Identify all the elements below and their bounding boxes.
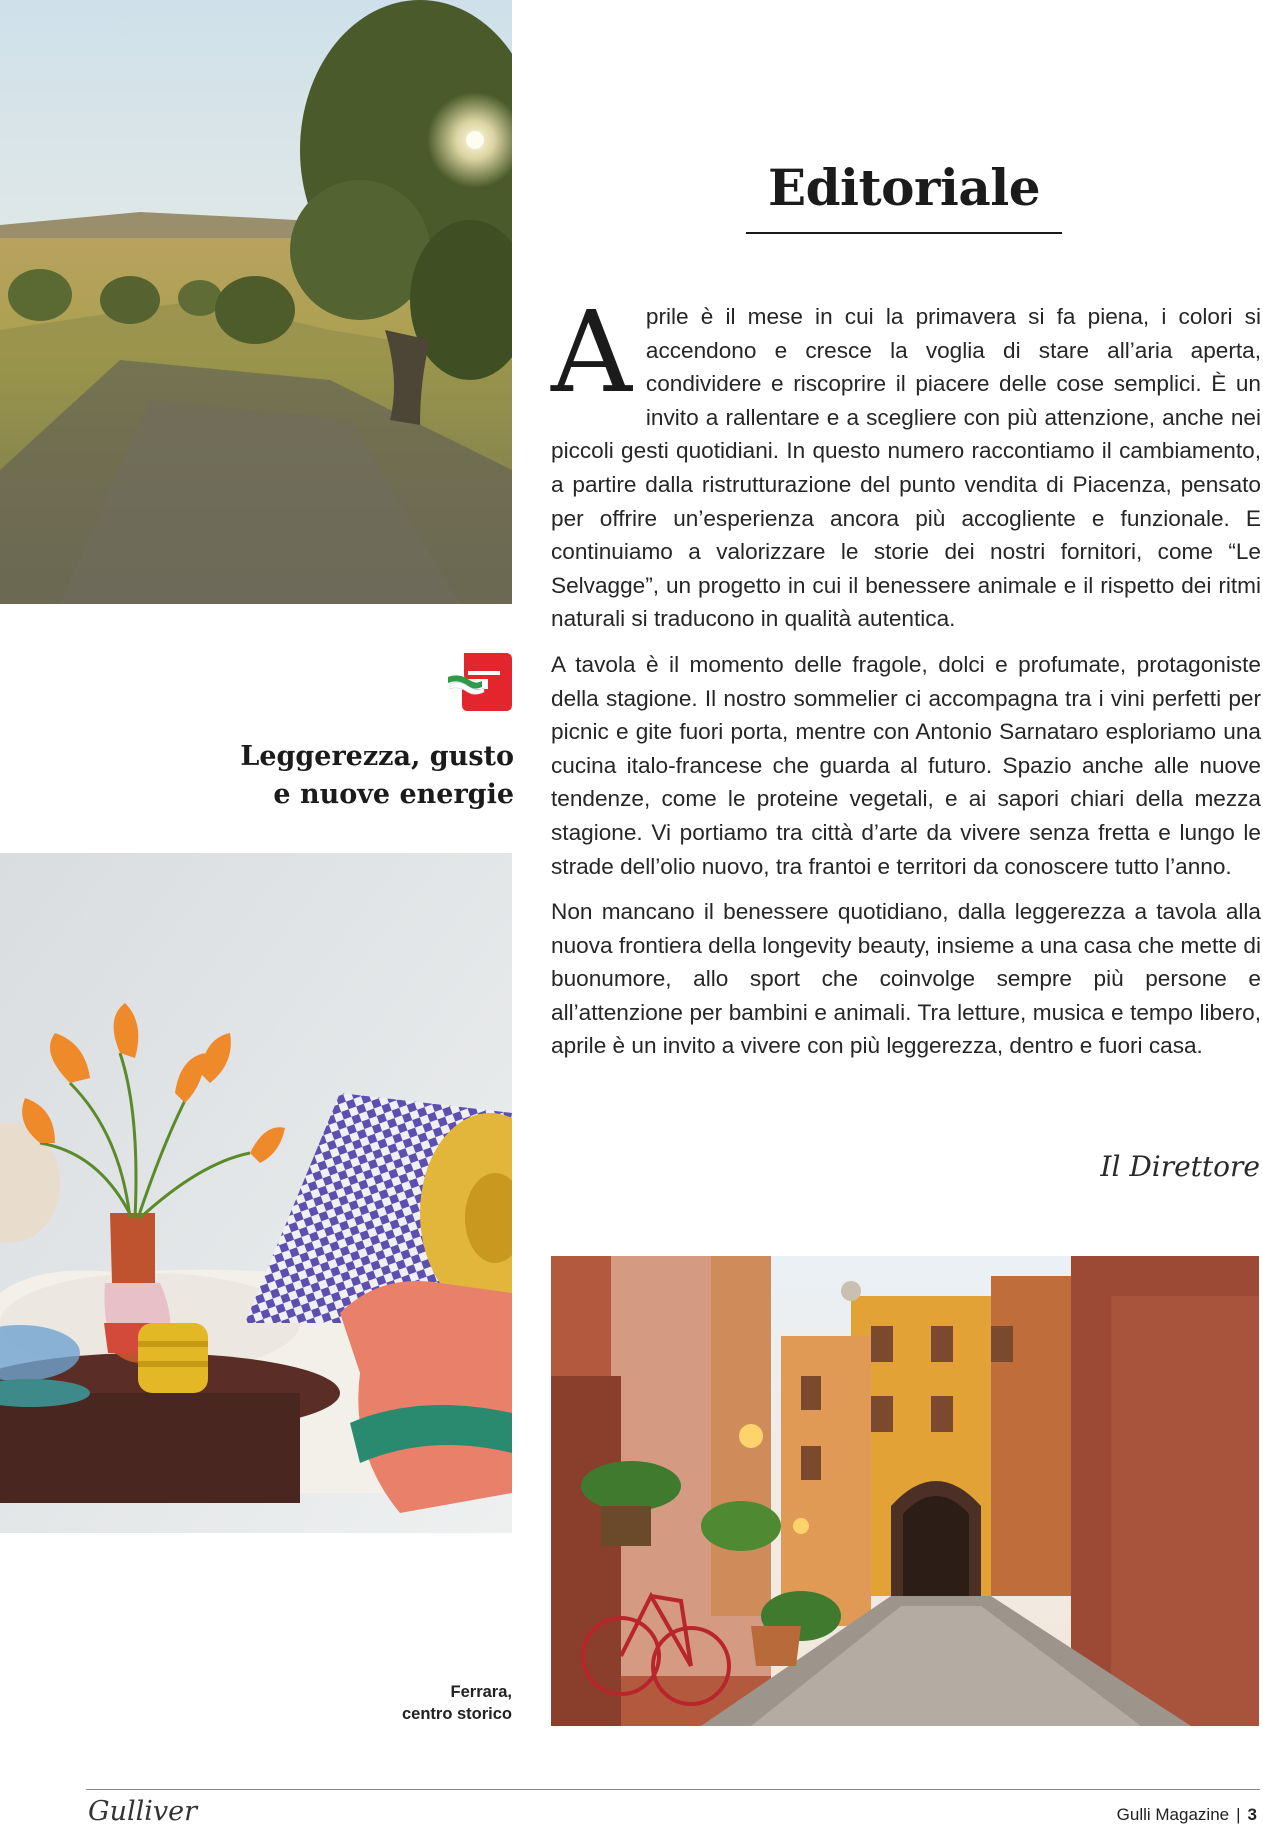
signature: Il Direttore bbox=[1100, 1150, 1260, 1183]
page-title: Editoriale bbox=[767, 158, 1041, 217]
interior-photo bbox=[0, 853, 512, 1533]
footer-divider bbox=[86, 1789, 1260, 1790]
tagline-line-2: e nuove energie bbox=[273, 779, 514, 810]
caption-line-1: Ferrara, bbox=[450, 1683, 512, 1701]
editorial-body bbox=[551, 288, 1261, 1075]
paragraph-2: A tavola è il momento delle fragole, dolci e profumate, protagoniste della stagione. Il nostro sommelier ci accompagna tra i vini perfetti per picnic e gite fuori porta, mentre con Antonio Sarnataro esploriamo una cucina italo-francese che guarda al futuro. Spazio anche alle nuove tendenze, come le proteine vegetali, e ai sapori chiari della mezza stagione. Vi portiamo tra città d’arte da vivere senza fretta e lungo le strade dell’olio nuovo, tra frantoi e territori da conoscere tutto l’anno. bbox=[551, 651, 1261, 879]
photo-caption bbox=[360, 1681, 512, 1725]
magazine-name: Gulli Magazine bbox=[1116, 1805, 1230, 1824]
drop-cap: A bbox=[551, 288, 632, 418]
tagline bbox=[180, 738, 514, 814]
title-divider bbox=[746, 232, 1062, 234]
footer-separator: | bbox=[1236, 1805, 1241, 1824]
paragraph-1 bbox=[551, 288, 1261, 636]
footer-brand: Gulliver bbox=[88, 1796, 198, 1827]
paragraph-1-text: prile è il mese in cui la primavera si fa piena, i colori si accendono e cresce la voglia di stare all’aria aperta, condividere e riscoprire il piacere delle cose semplici. È un invito a rallentare e a scegliere con più attenzione, anche nei piccoli gesti quotidiani. In questo numero raccontiamo il cambiamento, a partire dalla ristrutturazione del punto vendita di Piacenza, pensato per offrire un’esperienza ancora più accogliente e funzionale. E continuiamo a valorizzare le storie dei nostri fornitori, come “Le Selvagge”, un progetto in cui il benessere animale e il rispetto dei ritmi naturali si traducono in qualità autentica. bbox=[551, 304, 1261, 632]
olive-grove-photo bbox=[0, 0, 512, 604]
page-number: 3 bbox=[1247, 1805, 1257, 1824]
gulliver-logo-icon bbox=[448, 649, 514, 715]
paragraph-3: Non mancano il benessere quotidiano, dalla leggerezza a tavola alla nuova frontiera della longevity beauty, insieme a una casa che mette di buonumore, allo sport che coinvolge sempre più persone e all’attenzione per bambini e animali. Tra letture, musica e tempo libero, aprile è un invito a vivere con più leggerezza, dentro e fuori casa. bbox=[551, 899, 1261, 1059]
tagline-line-1: Leggerezza, gusto bbox=[240, 741, 514, 772]
caption-line-2: centro storico bbox=[401, 1705, 512, 1723]
footer-page-info bbox=[1117, 1805, 1257, 1825]
ferrara-street-photo bbox=[551, 1256, 1259, 1726]
